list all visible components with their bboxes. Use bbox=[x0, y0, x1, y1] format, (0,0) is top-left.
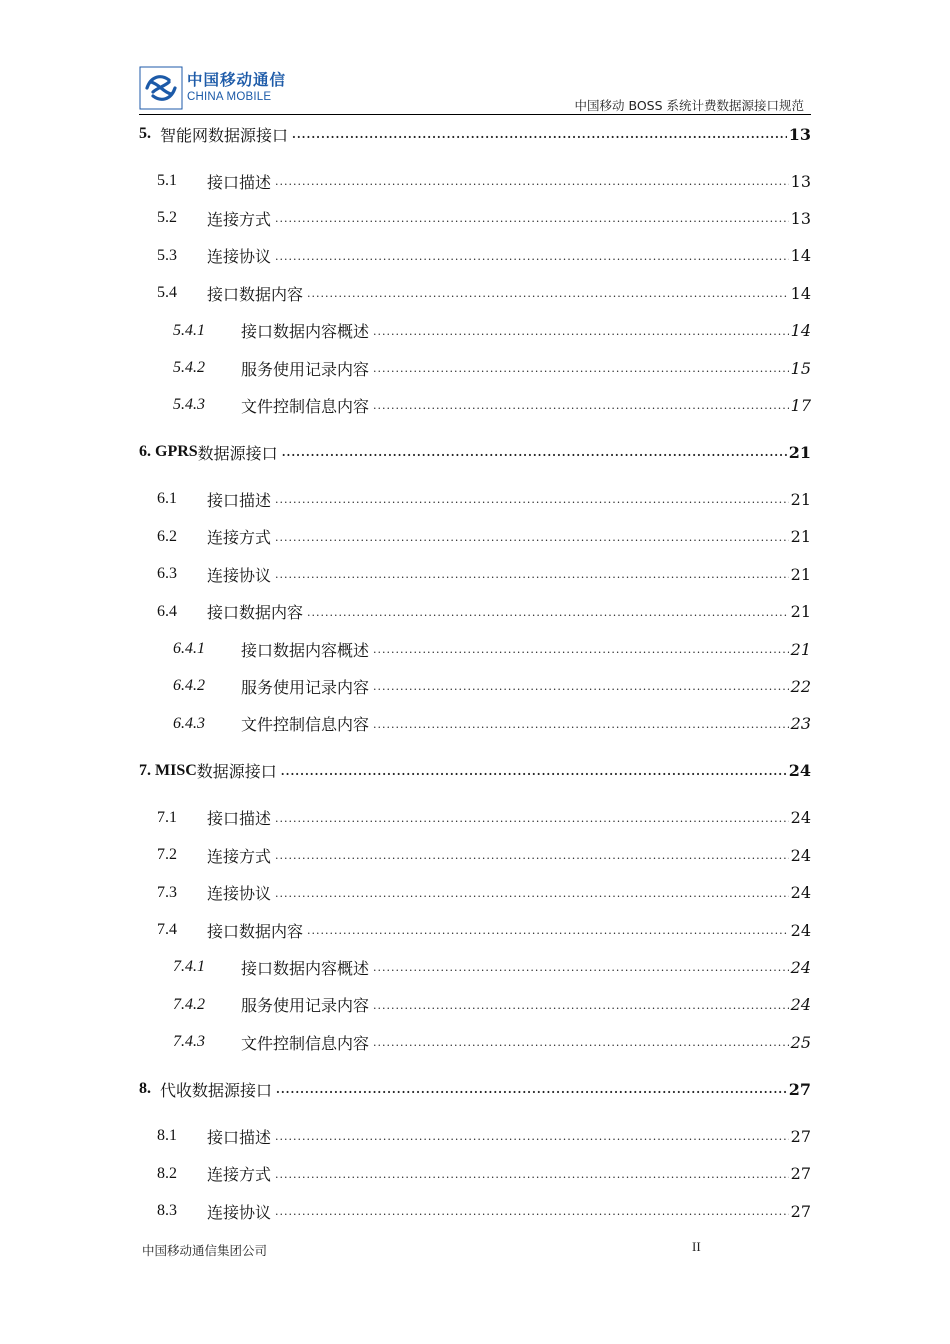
toc-dot-leader bbox=[275, 846, 789, 864]
toc-entry-title: 接口数据内容 bbox=[207, 603, 304, 623]
toc-entry-page: 24 bbox=[790, 957, 811, 977]
toc-entry-page: 13 bbox=[790, 171, 811, 191]
toc-entry-page: 17 bbox=[790, 395, 811, 415]
toc-dot-leader bbox=[275, 209, 789, 227]
toc-dot-leader bbox=[275, 528, 789, 546]
toc-entry-title: 连接方式 bbox=[207, 846, 272, 866]
toc-entry-number: 5.1 bbox=[157, 172, 177, 189]
toc-entry-number: 8.3 bbox=[157, 1202, 177, 1219]
toc-entry-page: 27 bbox=[790, 1126, 811, 1146]
toc-entry[interactable] bbox=[139, 708, 811, 740]
toc-entry-page: 24 bbox=[790, 808, 811, 828]
toc-entry-title: 接口描述 bbox=[207, 490, 272, 510]
toc-dot-leader bbox=[275, 490, 789, 508]
toc-entry[interactable] bbox=[139, 1195, 811, 1227]
toc-dot-leader bbox=[373, 359, 789, 377]
toc-entry-number: 8.2 bbox=[157, 1164, 177, 1182]
toc-entry-title: 文件控制信息内容 bbox=[241, 715, 370, 735]
toc-entry-title: 接口数据内容 bbox=[207, 921, 304, 941]
toc-dot-leader bbox=[276, 1080, 787, 1098]
toc-entry-number: 5.4.3 bbox=[173, 396, 205, 414]
toc-entry[interactable] bbox=[139, 118, 811, 150]
toc-entry-number: 6.1 bbox=[157, 490, 177, 508]
toc-entry-title: 连接协议 bbox=[207, 884, 272, 904]
logo-chinese-text: 中国移动通信 bbox=[187, 70, 287, 89]
toc-entry-number: 6.4.2 bbox=[173, 677, 205, 695]
toc-entry-title: 接口数据内容 bbox=[207, 284, 304, 304]
toc-entry-title: 服务使用记录内容 bbox=[241, 359, 370, 379]
toc-entry-number: 7.4 bbox=[157, 921, 177, 938]
toc-entry-page: 22 bbox=[790, 676, 811, 696]
toc-entry-number: 7.2 bbox=[157, 846, 177, 864]
toc-dot-leader bbox=[373, 996, 789, 1014]
toc-dot-leader bbox=[275, 1202, 789, 1220]
toc-entry-page: 23 bbox=[790, 714, 811, 734]
toc-dot-leader bbox=[275, 1165, 789, 1183]
toc-dot-leader bbox=[281, 762, 787, 780]
toc-entry-title: 连接协议 bbox=[207, 1202, 272, 1222]
toc-dot-leader bbox=[373, 640, 789, 658]
toc-entry-page: 21 bbox=[790, 602, 811, 622]
toc-entry-title: 数据源接口 bbox=[197, 443, 278, 463]
toc-entry-page: 24 bbox=[790, 920, 811, 940]
toc-entry-number: 6.2 bbox=[157, 527, 177, 545]
toc-entry-page: 27 bbox=[788, 1079, 811, 1099]
toc-entry[interactable] bbox=[139, 277, 811, 309]
toc-entry-title: 连接协议 bbox=[207, 247, 272, 267]
toc-entry-page: 21 bbox=[790, 639, 811, 659]
toc-dot-leader bbox=[373, 396, 789, 414]
toc-dot-leader bbox=[373, 715, 789, 733]
toc-entry-title: 接口数据内容概述 bbox=[241, 640, 370, 660]
toc-entry[interactable] bbox=[139, 1026, 811, 1058]
toc-entry[interactable] bbox=[139, 436, 811, 468]
toc-entry-number: 8. bbox=[139, 1080, 151, 1098]
toc-entry[interactable] bbox=[139, 877, 811, 909]
toc-entry-title: 接口描述 bbox=[207, 1127, 272, 1147]
toc-entry-page: 14 bbox=[790, 321, 811, 341]
toc-entry[interactable] bbox=[139, 558, 811, 590]
toc-entry-number: 5.3 bbox=[157, 246, 177, 264]
toc-dot-leader bbox=[307, 603, 789, 621]
toc-dot-leader bbox=[275, 809, 789, 827]
toc-entry-number: 6.4 bbox=[157, 602, 177, 620]
toc-entry-title: 服务使用记录内容 bbox=[241, 677, 370, 697]
toc-dot-leader bbox=[373, 1033, 789, 1051]
toc-entry[interactable] bbox=[139, 389, 811, 421]
toc-entry-title: 智能网数据源接口 bbox=[160, 125, 289, 145]
toc-entry[interactable] bbox=[139, 165, 811, 197]
toc-entry-page: 24 bbox=[788, 761, 811, 781]
toc-entry-title: 连接协议 bbox=[207, 565, 272, 585]
toc-entry-title: 连接方式 bbox=[207, 209, 272, 229]
document-title: 中国移动 BOSS 系统计费数据源接口规范 bbox=[574, 98, 804, 113]
toc-entry[interactable] bbox=[139, 240, 811, 272]
toc-dot-leader bbox=[307, 284, 789, 302]
toc-entry-number: 6.4.3 bbox=[173, 714, 205, 732]
toc-entry[interactable] bbox=[139, 315, 811, 347]
toc-dot-leader bbox=[275, 565, 789, 583]
toc-dot-leader bbox=[275, 247, 789, 265]
toc-entry[interactable] bbox=[139, 951, 811, 983]
toc-dot-leader bbox=[275, 884, 789, 902]
toc-entry-title: 连接方式 bbox=[207, 528, 272, 548]
china-mobile-logo-icon bbox=[139, 66, 183, 110]
toc-entry-page: 14 bbox=[790, 246, 811, 266]
toc-entry[interactable] bbox=[139, 755, 811, 787]
toc-entry-number: 7.4.2 bbox=[173, 995, 205, 1013]
toc-dot-leader bbox=[292, 125, 787, 143]
toc-entry-page: 27 bbox=[790, 1164, 811, 1184]
toc-entry-number: 5.4 bbox=[157, 284, 177, 302]
toc-entry-number: 7.4.3 bbox=[173, 1033, 205, 1051]
logo-english-text: CHINA MOBILE bbox=[187, 91, 272, 103]
toc-entry-page: 21 bbox=[790, 564, 811, 584]
toc-entry-page: 21 bbox=[788, 442, 811, 462]
toc-entry-number: 5.4.1 bbox=[173, 321, 205, 339]
toc-entry-number: 8.1 bbox=[157, 1127, 177, 1145]
toc-entry-number: 7.4.1 bbox=[173, 958, 205, 976]
toc-entry-page: 24 bbox=[790, 995, 811, 1015]
toc-entry-number: 7.1 bbox=[157, 808, 177, 826]
toc-entry-number: 6. GPRS bbox=[139, 443, 198, 461]
company-logo bbox=[139, 66, 295, 110]
footer-page-number: II bbox=[692, 1239, 701, 1254]
toc-entry[interactable] bbox=[139, 989, 811, 1021]
toc-entry-number: 7. MISC bbox=[139, 761, 197, 779]
toc-entry-title: 连接方式 bbox=[207, 1165, 272, 1185]
toc-entry-page: 21 bbox=[790, 527, 811, 547]
toc-entry-page: 24 bbox=[790, 883, 811, 903]
toc-entry-page: 14 bbox=[790, 283, 811, 303]
toc-entry-page: 13 bbox=[788, 124, 811, 144]
footer-company: 中国移动通信集团公司 bbox=[142, 1243, 268, 1258]
header-divider bbox=[139, 114, 811, 115]
toc-entry[interactable] bbox=[139, 202, 811, 234]
toc-entry-page: 25 bbox=[790, 1032, 811, 1052]
toc-entry-number: 7.3 bbox=[157, 883, 177, 901]
toc-entry[interactable] bbox=[139, 521, 811, 553]
toc-dot-leader bbox=[307, 921, 789, 939]
toc-entry[interactable] bbox=[139, 483, 811, 515]
toc-entry[interactable] bbox=[139, 1073, 811, 1105]
toc-entry-number: 5.4.2 bbox=[173, 359, 205, 376]
toc-entry-title: 接口数据内容概述 bbox=[241, 322, 370, 342]
toc-dot-leader bbox=[282, 443, 787, 461]
toc-entry[interactable] bbox=[139, 1158, 811, 1190]
toc-entry-page: 15 bbox=[790, 358, 811, 378]
toc-entry[interactable] bbox=[139, 596, 811, 628]
toc-entry-title: 代收数据源接口 bbox=[160, 1080, 273, 1100]
toc-entry[interactable] bbox=[139, 1120, 811, 1152]
toc-entry-page: 24 bbox=[790, 845, 811, 865]
toc-entry-title: 服务使用记录内容 bbox=[241, 996, 370, 1016]
toc-dot-leader bbox=[373, 677, 789, 695]
toc-entry[interactable] bbox=[139, 802, 811, 834]
toc-dot-leader bbox=[275, 172, 789, 190]
toc-entry-title: 接口描述 bbox=[207, 809, 272, 829]
toc-entry[interactable] bbox=[139, 839, 811, 871]
toc-entry-title: 接口描述 bbox=[207, 172, 272, 192]
toc-entry-page: 21 bbox=[790, 489, 811, 509]
toc-entry-number: 6.4.1 bbox=[173, 640, 205, 657]
toc-entry-page: 27 bbox=[790, 1201, 811, 1221]
toc-dot-leader bbox=[275, 1127, 789, 1145]
toc-entry[interactable] bbox=[139, 914, 811, 946]
toc-entry-number: 5. bbox=[139, 125, 151, 142]
toc-entry-title: 数据源接口 bbox=[196, 762, 277, 782]
toc-entry-number: 6.3 bbox=[157, 565, 177, 583]
toc-dot-leader bbox=[373, 958, 789, 976]
toc-entry-number: 5.2 bbox=[157, 209, 177, 227]
toc-entry[interactable] bbox=[139, 352, 811, 384]
toc-entry-page: 13 bbox=[790, 208, 811, 228]
toc-entry-title: 文件控制信息内容 bbox=[241, 396, 370, 416]
toc-entry[interactable] bbox=[139, 670, 811, 702]
toc-entry[interactable] bbox=[139, 633, 811, 665]
toc-entry-title: 接口数据内容概述 bbox=[241, 958, 370, 978]
toc-entry-title: 文件控制信息内容 bbox=[241, 1033, 370, 1053]
toc-dot-leader bbox=[373, 322, 789, 340]
